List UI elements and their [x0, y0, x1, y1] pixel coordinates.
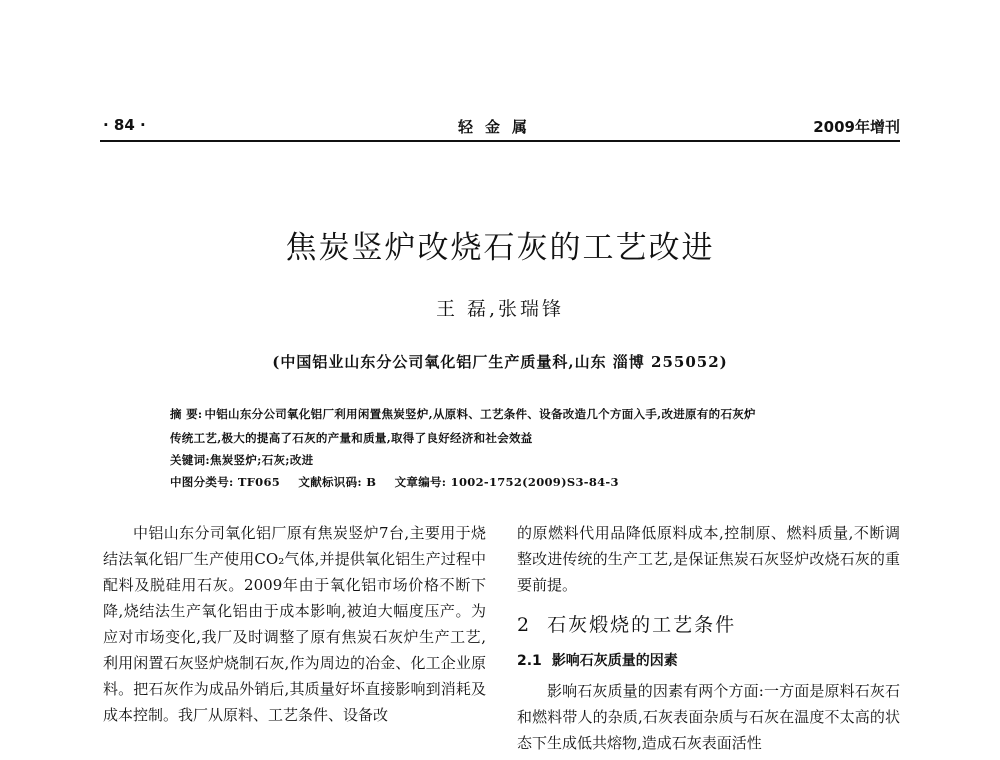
keywords-text: 焦炭竖炉;石灰;改进 [209, 453, 314, 467]
affiliation: (中国铝业山东分公司氧化铝厂生产质量科,山东 淄博 255052) [272, 353, 728, 371]
factors-paragraph: 影响石灰质量的因素有两个方面:一方面是原料石灰石和燃料带人的杂质,石灰表面杂质与石灰在温度不太高的状态下生成低共熔物,造成石灰表面活性 [517, 682, 900, 752]
clc-label: 中图分类号: [170, 475, 234, 489]
clc-value: TF065 [237, 475, 281, 489]
continued-paragraph: 的原燃料代用品降低原料成本,控制原、燃料质量,不断调整改进传统的生产工艺,是保证焦炭石灰竖炉改烧石灰的重要前提。 [517, 524, 900, 594]
abstract-text-1: 中铝山东分公司氧化铝厂利用闲置焦炭竖炉,从原料、工艺条件、设备改造几个方面入手,改进原有的石灰炉 [204, 407, 756, 421]
section-heading [517, 612, 900, 638]
article-id-value: 1002-1752(2009)S3-84-3 [450, 475, 619, 489]
subsection-title: 影响石灰质量的因素 [551, 653, 678, 669]
subsection-number: 2.1 [517, 653, 542, 669]
section-number: 2 [517, 614, 532, 636]
header-rule [100, 140, 900, 142]
keywords [170, 452, 860, 468]
abstract-line-1 [170, 406, 860, 422]
abstract-line-2: 传统工艺,极大的提高了石灰的产量和质量,取得了良好经济和社会效益 [170, 431, 533, 445]
doc-code-value: B [366, 475, 377, 489]
right-column [517, 520, 900, 756]
doc-code-label: 文献标识码: [298, 475, 362, 489]
left-column [103, 520, 486, 728]
journal-name: 轻金属 [458, 118, 540, 136]
section-title: 石灰煅烧的工艺条件 [547, 614, 737, 636]
abstract-label: 摘 要: [170, 407, 203, 421]
authors: 王 磊,张瑞锋 [435, 298, 565, 320]
classification-line [170, 474, 860, 490]
issue-label: 2009年增刊 [813, 118, 900, 136]
article-title: 焦炭竖炉改烧石灰的工艺改进 [285, 230, 715, 266]
intro-paragraph: 中铝山东分司氧化铝厂原有焦炭竖炉7台,主要用于烧结法氧化铝厂生产使用CO₂气体,并提供氧化铝生产过程中配料及脱硅用石灰。2009年由于氧化铝市场价格不断下降,烧结法生产氧化铝由于成本影响,被迫大幅度压产。为应对市场变化,我厂及时调整了原有焦炭石灰炉生产工艺,利用闲置石灰竖炉烧制石灰,作为周边的冶金、化工企业原料。把石灰作为成品外销后,其质量好坏直接影响到消耗及成本控制。我厂从原料、工艺条件、设备改 [103, 524, 486, 724]
article-id-label: 文章编号: [394, 475, 447, 489]
keywords-label: 关键词: [170, 453, 210, 467]
page-number: · 84 · [103, 116, 146, 134]
subsection-heading [517, 648, 900, 674]
